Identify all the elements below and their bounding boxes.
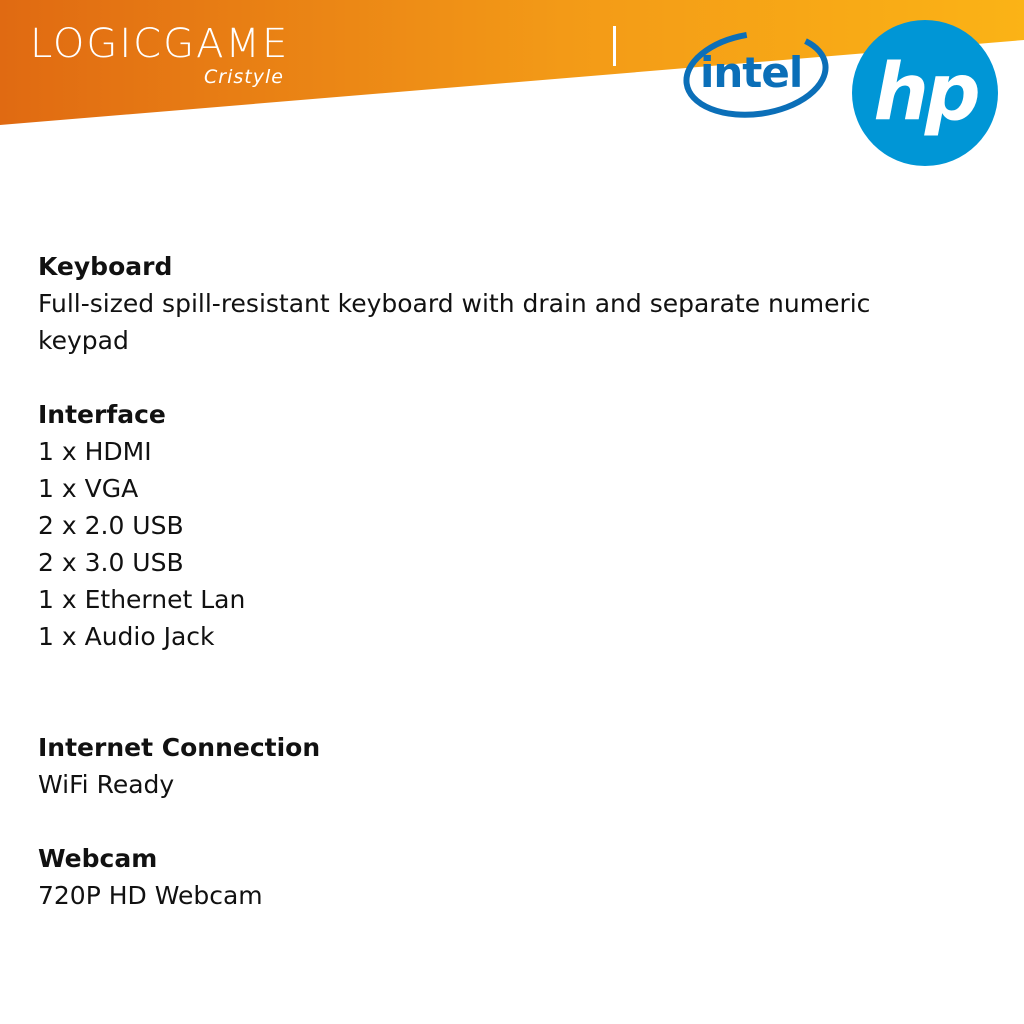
- internet-section: [38, 729, 988, 803]
- header-divider: [613, 26, 616, 66]
- keyboard-section: [38, 248, 988, 359]
- interface-heading: Interface: [38, 400, 166, 429]
- brand-subtitle: Cristyle: [204, 66, 284, 88]
- keyboard-heading: Keyboard: [38, 252, 173, 281]
- webcam-section: [38, 840, 988, 914]
- spec-content: [38, 248, 988, 914]
- interface-item: 2 x 3.0 USB: [38, 548, 184, 577]
- logicgame-logo: [30, 21, 290, 88]
- keyboard-description-line-1: Full-sized spill-resistant keyboard with drain and separate numeric: [38, 289, 871, 318]
- interface-section: [38, 396, 988, 655]
- interface-item: 1 x HDMI: [38, 437, 152, 466]
- internet-value: WiFi Ready: [38, 770, 175, 799]
- webcam-value: 720P HD Webcam: [38, 881, 263, 910]
- intel-logo-text: intel: [700, 48, 803, 97]
- webcam-heading: Webcam: [38, 844, 158, 873]
- interface-item: 1 x Ethernet Lan: [38, 585, 246, 614]
- interface-item: 1 x Audio Jack: [38, 622, 215, 651]
- interface-item: 2 x 2.0 USB: [38, 511, 184, 540]
- hp-logo-text: hp: [873, 48, 977, 138]
- interface-item: 1 x VGA: [38, 474, 139, 503]
- internet-heading: Internet Connection: [38, 733, 321, 762]
- brand-name: LOGICGAME: [30, 21, 290, 67]
- keyboard-description-line-2: keypad: [38, 326, 129, 355]
